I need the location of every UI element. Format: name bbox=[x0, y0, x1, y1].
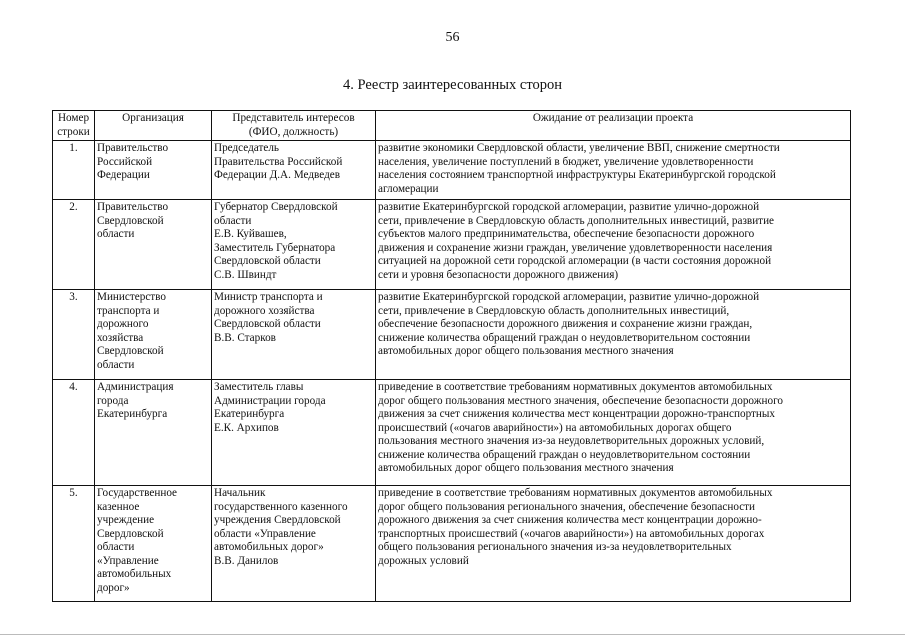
cell-line: Министерство bbox=[97, 291, 166, 303]
table-row bbox=[53, 486, 851, 602]
cell-line: учреждения Свердловской bbox=[214, 514, 341, 526]
cell-line: Государственное bbox=[97, 487, 178, 499]
cell-line: Свердловской области bbox=[214, 255, 321, 267]
cell-line: Заместитель Губернатора bbox=[214, 241, 336, 254]
header-expectation bbox=[376, 111, 851, 141]
cell-line: сети, привлечение в Свердловскую область дополнительных инвестиций, развитие bbox=[378, 214, 775, 227]
cell-line: транспорта и bbox=[97, 304, 160, 317]
cell-line: транспортных происшествий («очагов аварийности») на автомобильных дорогах bbox=[378, 527, 765, 540]
cell-line: сети и уровня безопасности дорожного движения) bbox=[378, 268, 619, 281]
organization-cell bbox=[95, 486, 212, 602]
header-line: (ФИО, должность) bbox=[248, 125, 339, 138]
header-line: Номер bbox=[57, 112, 90, 124]
cell-line: Екатеринбурга bbox=[214, 408, 285, 420]
cell-line: снижение количества обращений граждан о неудовлетворительном состоянии bbox=[378, 331, 751, 344]
header-line: Ожидание от реализации проекта bbox=[532, 112, 694, 124]
table-row bbox=[53, 380, 851, 486]
cell-line: Губернатор Свердловской bbox=[214, 201, 338, 213]
cell-line: Федерации Д.А. Медведев bbox=[214, 169, 341, 181]
expectation-cell bbox=[376, 486, 851, 602]
page-number: 56 bbox=[445, 30, 460, 45]
cell-line: сети, привлечение в Свердловскую область дополнительных инвестиций, bbox=[378, 304, 730, 317]
cell-line: казенное bbox=[97, 500, 140, 513]
expectation-cell bbox=[376, 141, 851, 200]
table-row bbox=[53, 290, 851, 380]
row-number: 5. bbox=[53, 486, 95, 602]
organization-cell bbox=[95, 141, 212, 200]
cell-line: Свердловской области bbox=[214, 318, 321, 330]
cell-line: агломерации bbox=[378, 182, 439, 195]
cell-line: приведение в соответствие требованиям нормативных документов автомобильных bbox=[378, 487, 773, 499]
header-representative bbox=[212, 111, 376, 141]
cell-line: Председатель bbox=[214, 142, 280, 154]
cell-line: области bbox=[97, 358, 135, 371]
expectation-cell bbox=[376, 200, 851, 290]
stakeholder-registry-table bbox=[52, 110, 851, 602]
cell-line: дорожных условий bbox=[378, 554, 469, 567]
cell-line: В.В. Данилов bbox=[214, 554, 279, 567]
cell-line: Екатеринбурга bbox=[97, 408, 168, 420]
cell-line: области «Управление bbox=[214, 527, 316, 540]
cell-line: развитие экономики Свердловской области, увеличение ВВП, снижение смертности bbox=[378, 142, 780, 154]
cell-line: дорожного bbox=[97, 318, 149, 330]
row-number: 4. bbox=[53, 380, 95, 486]
cell-line: Правительство bbox=[97, 142, 169, 154]
scan-edge-line bbox=[0, 634, 905, 635]
cell-line: автомобильных дорог общего пользования местного значения bbox=[378, 462, 674, 474]
row-number: 1. bbox=[53, 141, 95, 200]
expectation-cell bbox=[376, 380, 851, 486]
section-title: 4. Реестр заинтересованных сторон bbox=[343, 77, 562, 93]
cell-line: Заместитель главы bbox=[214, 381, 304, 393]
cell-line: развитие Екатеринбургской городской агломерации, развитие улично-дорожной bbox=[378, 291, 760, 303]
header-line: строки bbox=[57, 125, 90, 138]
cell-line: движения за счет снижения количества мест концентрации дорожно-транспортных bbox=[378, 408, 776, 420]
organization-cell bbox=[95, 290, 212, 380]
cell-line: Правительство bbox=[97, 201, 169, 213]
cell-line: хозяйства bbox=[97, 331, 144, 344]
expectation-cell bbox=[376, 290, 851, 380]
cell-line: снижение количества обращений граждан о неудовлетворительном состоянии bbox=[378, 448, 751, 461]
organization-cell bbox=[95, 200, 212, 290]
representative-cell bbox=[212, 141, 376, 200]
cell-line: В.В. Старков bbox=[214, 331, 276, 344]
cell-line: области bbox=[97, 228, 135, 240]
header-organization bbox=[95, 111, 212, 141]
cell-line: дорог общего пользования местного значения, обеспечение безопасности дорожного bbox=[378, 394, 783, 407]
cell-line: области bbox=[97, 541, 135, 553]
cell-line: дорог» bbox=[97, 581, 130, 594]
cell-line: автомобильных bbox=[97, 568, 172, 580]
cell-line: Свердловской bbox=[97, 527, 164, 540]
cell-line: обеспечение безопасности дорожного движения и сохранение жизни граждан, bbox=[378, 318, 753, 330]
cell-line: общего пользования регионального значения из-за неудовлетворительных bbox=[378, 541, 732, 553]
cell-line: населения состоянием транспортной инфраструктуры Екатеринбургской городской bbox=[378, 169, 776, 181]
cell-line: движения и сохранение жизни граждан, увеличение удовлетворенности населения bbox=[378, 241, 773, 254]
cell-line: автомобильных дорог общего пользования местного значения bbox=[378, 345, 674, 357]
cell-line: Администрация bbox=[97, 381, 174, 393]
row-number: 2. bbox=[53, 200, 95, 290]
row-number: 3. bbox=[53, 290, 95, 380]
representative-cell bbox=[212, 290, 376, 380]
representative-cell bbox=[212, 486, 376, 602]
cell-line: Российской bbox=[97, 155, 153, 168]
cell-line: города bbox=[97, 394, 129, 407]
cell-line: государственного казенного bbox=[214, 500, 348, 513]
cell-line: Начальник bbox=[214, 487, 266, 499]
cell-line: Федерации bbox=[97, 169, 150, 181]
header-line: Организация bbox=[122, 112, 184, 124]
table-row bbox=[53, 141, 851, 200]
cell-line: Правительства Российской bbox=[214, 155, 343, 168]
cell-line: населения, увеличение поступлений в бюджет, увеличение удовлетворенности bbox=[378, 155, 754, 168]
header-line: Представитель интересов bbox=[232, 112, 355, 124]
table-row bbox=[53, 200, 851, 290]
cell-line: Свердловской bbox=[97, 214, 164, 227]
representative-cell bbox=[212, 380, 376, 486]
cell-line: Свердловской bbox=[97, 345, 164, 357]
cell-line: области bbox=[214, 214, 252, 227]
cell-line: ситуацией на дорожной сети городской агломерации (в части состояния дорожной bbox=[378, 255, 772, 267]
cell-line: дорожного хозяйства bbox=[214, 304, 315, 317]
header-row-number bbox=[53, 111, 95, 141]
table-header-row bbox=[53, 111, 851, 141]
cell-line: пользования местного значения из-за неудовлетворительных дорожных условий, bbox=[378, 435, 765, 447]
cell-line: учреждение bbox=[97, 514, 155, 526]
cell-line: «Управление bbox=[97, 554, 159, 567]
cell-line: дорог общего пользования регионального значения, обеспечение безопасности bbox=[378, 500, 756, 513]
cell-line: дорожного движения за счет снижения количества мест концентрации дорожно- bbox=[378, 514, 762, 526]
cell-line: Е.В. Куйвашев, bbox=[214, 228, 287, 240]
cell-line: С.В. Швиндт bbox=[214, 268, 277, 281]
cell-line: автомобильных дорог» bbox=[214, 541, 324, 553]
cell-line: Министр транспорта и bbox=[214, 291, 323, 303]
organization-cell bbox=[95, 380, 212, 486]
cell-line: приведение в соответствие требованиям нормативных документов автомобильных bbox=[378, 381, 773, 393]
representative-cell bbox=[212, 200, 376, 290]
cell-line: Е.К. Архипов bbox=[214, 421, 279, 434]
cell-line: субъектов малого предпринимательства, обеспечение безопасности дорожного bbox=[378, 228, 755, 240]
cell-line: происшествий («очагов аварийности») на автомобильных дорогах общего bbox=[378, 421, 732, 434]
cell-line: Администрации города bbox=[214, 394, 326, 407]
cell-line: развитие Екатеринбургской городской агломерации, развитие улично-дорожной bbox=[378, 201, 760, 213]
